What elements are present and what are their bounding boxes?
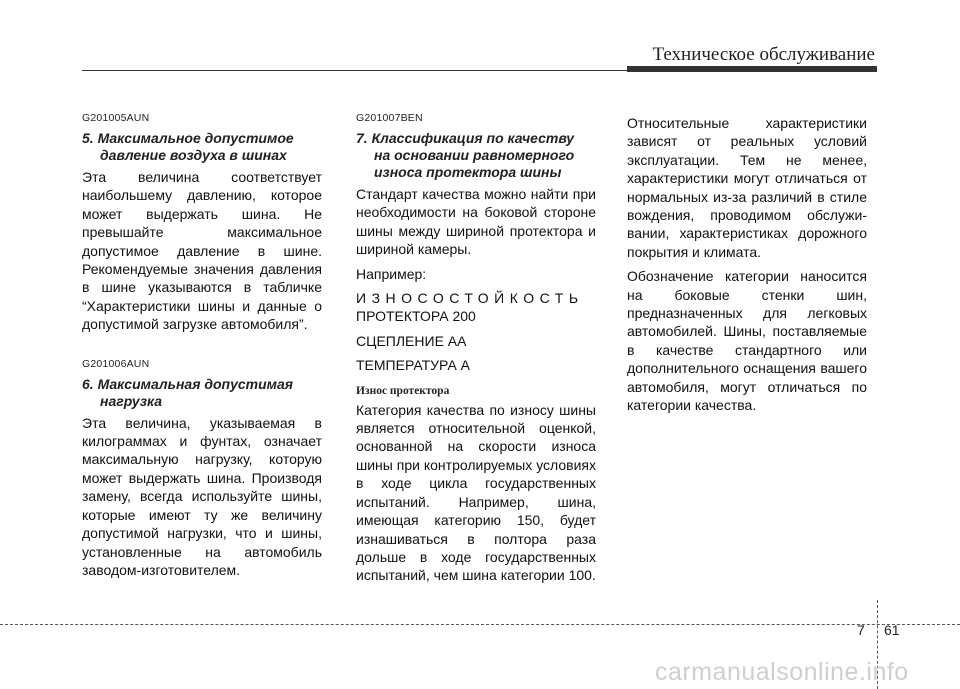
column-right [627,114,867,415]
example-label: Например: [356,265,427,282]
watermark: carmanualsonline.info [655,658,909,686]
paragraph: Обозначение категории наносится на боковые стенки шин, предназначенных для легковых автомобилей. Шины, поставляемые в качестве стандартного или дополнительного оснащения вашего автомобиля, могут отличаться по категории качества. [627,268,867,414]
section-title: Техническое обслуживание [652,44,875,65]
example-line: ТЕМПЕРАТУРА А [356,357,471,374]
footer-rule [0,624,960,625]
example-line: ИЗНОСОСТОЙКОСТЬ [356,290,584,307]
section-code: G201005AUN [82,112,150,124]
section-code: G201006AUN [82,357,150,370]
chapter-number: 7 [857,622,865,638]
section-heading [82,130,322,164]
heading-line: 6. Максимальная допустимая [82,375,294,392]
paragraph: Эта величина, указываемая в килограммах и фунтах, означает максимальную нагрузку, которую может выдержать шина. Производя замену, всегда используйте шины, которые имеют ту же величину допустимой нагрузки, что и шины, установленные на автомобиль заводом-изготовителем. [82,414,322,578]
heading-line: нагрузка [100,392,163,409]
heading-line: давление воздуха в шинах [100,147,287,163]
column-left [82,112,322,579]
paragraph: Эта величина соответствует наибольшему давлению, которое может выдержать шина. Не превышайте максимальное допустимое давление в шине. Рекомендуемые значения давления в шине указываются в табличке “Характеристики шины и данные о допустимой загрузке автомобиля”. [82,169,322,333]
section-heading [356,130,596,181]
header-rule-accent [627,66,877,72]
paragraph: Категория качества по износу шины является относительной оценкой, основанной на скорости износа шины при контролируемых условиях в ходе цикла государственных испытаний. Например, шина, имеющая категорию 150, будет изнашиваться в полтора раза дольше в ходе государственных испытаний, чем шина категории 100. [356,401,596,584]
heading-line: 7. Классификация по качеству [356,130,575,146]
paragraph: Относительные характеристики зависят от реальных условий эксплуатации. Тем не менее, характеристики могут отличаться от нормальных из-за различий в стиле вождения, проводимом обслужи-вании, характеристиках дорожного покрытия и климата. [627,115,867,260]
example-line: СЦЕПЛЕНИЕ АА [356,332,467,349]
page-number: 61 [884,622,900,638]
column-middle [356,112,596,585]
subheading: Износ протектора [356,384,450,397]
example-line: ПРОТЕКТОРА 200 [356,308,476,325]
heading-line: на основании равномерного износа протектора шины [374,147,575,180]
section-code: G201007BEN [356,112,423,124]
paragraph: Стандарт качества можно найти при необходимости на боковой стороне шины между шириной протектора и шириной камеры. [356,186,596,258]
section-heading [82,376,322,410]
heading-line: 5. Максимальное допустимое [82,130,294,146]
